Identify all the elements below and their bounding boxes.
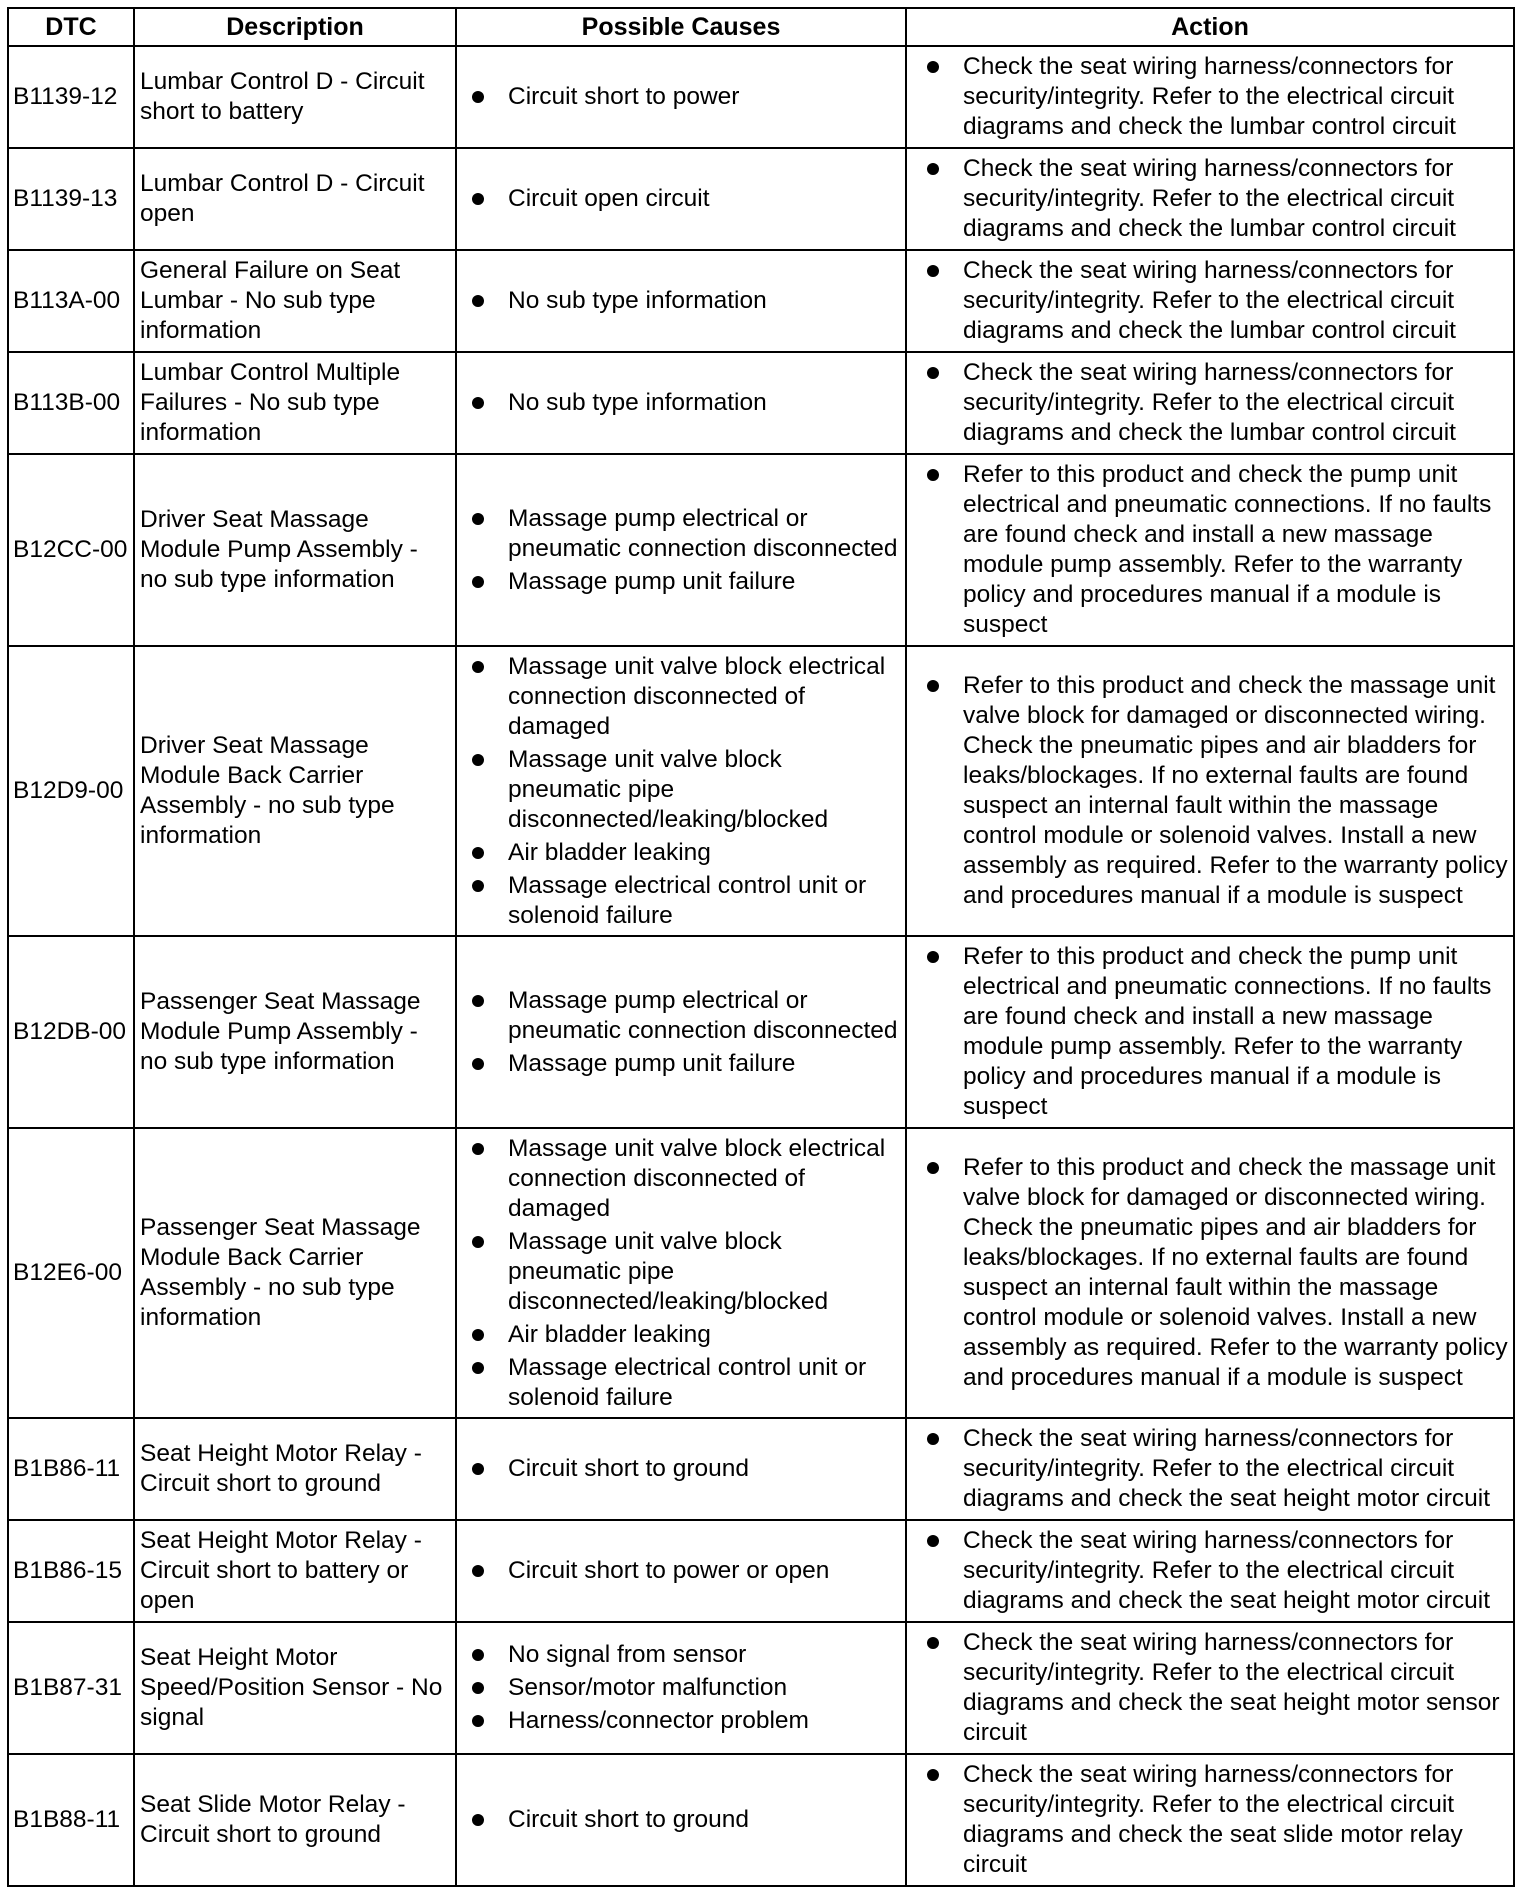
possible-causes-cell xyxy=(456,1520,906,1622)
dtc-code: B1B87-31 xyxy=(8,1622,134,1754)
cause-item: Massage unit valve block pneumatic pipe disconnected/leaking/blocked xyxy=(472,1227,901,1317)
dtc-table xyxy=(7,7,1515,1887)
possible-causes-cell xyxy=(456,250,906,352)
dtc-description: Seat Height Motor Relay - Circuit short to ground xyxy=(134,1418,456,1520)
table-row xyxy=(8,250,1514,352)
action-cell xyxy=(906,936,1514,1128)
action-item: Check the seat wiring harness/connectors for security/integrity. Refer to the electrical circuit diagrams and check the lumbar control circuit xyxy=(927,256,1510,346)
dtc-description: Driver Seat Massage Module Back Carrier Assembly - no sub type information xyxy=(134,646,456,936)
possible-causes-list xyxy=(472,1454,901,1484)
dtc-code: B12E6-00 xyxy=(8,1128,134,1418)
action-list xyxy=(927,1526,1510,1616)
header-dtc: DTC xyxy=(8,8,134,46)
action-list xyxy=(927,154,1510,244)
dtc-code: B1B86-11 xyxy=(8,1418,134,1520)
table-row xyxy=(8,1128,1514,1418)
dtc-code: B1139-12 xyxy=(8,46,134,148)
action-cell xyxy=(906,1128,1514,1418)
table-row xyxy=(8,1520,1514,1622)
header-row xyxy=(8,8,1514,46)
possible-causes-list xyxy=(472,1805,901,1835)
table-row xyxy=(8,148,1514,250)
action-cell xyxy=(906,1754,1514,1886)
action-cell xyxy=(906,352,1514,454)
dtc-description: Passenger Seat Massage Module Pump Assembly - no sub type information xyxy=(134,936,456,1128)
possible-causes-cell xyxy=(456,1128,906,1418)
action-list xyxy=(927,1628,1510,1748)
action-list xyxy=(927,1153,1510,1393)
dtc-description: Driver Seat Massage Module Pump Assembly - no sub type information xyxy=(134,454,456,646)
possible-causes-cell xyxy=(456,46,906,148)
possible-causes-cell xyxy=(456,1622,906,1754)
dtc-description: Lumbar Control Multiple Failures - No sub type information xyxy=(134,352,456,454)
possible-causes-list xyxy=(472,1556,901,1586)
dtc-description: Seat Height Motor Speed/Position Sensor - No signal xyxy=(134,1622,456,1754)
dtc-code: B12D9-00 xyxy=(8,646,134,936)
cause-item: Massage unit valve block electrical connection disconnected of damaged xyxy=(472,1134,901,1224)
action-item: Check the seat wiring harness/connectors for security/integrity. Refer to the electrical circuit diagrams and check the lumbar control circuit xyxy=(927,154,1510,244)
possible-causes-cell xyxy=(456,936,906,1128)
action-item: Refer to this product and check the pump unit electrical and pneumatic connections. If no faults are found check and install a new massage module pump assembly. Refer to the warranty policy and procedures manual if a module is suspect xyxy=(927,460,1510,640)
possible-causes-list xyxy=(472,986,901,1079)
table-row xyxy=(8,1418,1514,1520)
action-cell xyxy=(906,46,1514,148)
header-possible-causes: Possible Causes xyxy=(456,8,906,46)
cause-item: Massage unit valve block electrical connection disconnected of damaged xyxy=(472,652,901,742)
dtc-description: Passenger Seat Massage Module Back Carrier Assembly - no sub type information xyxy=(134,1128,456,1418)
action-item: Check the seat wiring harness/connectors for security/integrity. Refer to the electrical circuit diagrams and check the seat height motor sensor circuit xyxy=(927,1628,1510,1748)
table-row xyxy=(8,46,1514,148)
action-list xyxy=(927,52,1510,142)
action-list xyxy=(927,1760,1510,1880)
table-row xyxy=(8,1754,1514,1886)
action-list xyxy=(927,671,1510,911)
cause-item: Circuit short to power xyxy=(472,82,901,112)
cause-item: No sub type information xyxy=(472,286,901,316)
action-item: Check the seat wiring harness/connectors for security/integrity. Refer to the electrical circuit diagrams and check the lumbar control circuit xyxy=(927,358,1510,448)
possible-causes-list xyxy=(472,652,901,931)
dtc-description: Seat Height Motor Relay - Circuit short to battery or open xyxy=(134,1520,456,1622)
action-list xyxy=(927,1424,1510,1514)
cause-item: Circuit short to ground xyxy=(472,1454,901,1484)
cause-item: Massage pump electrical or pneumatic connection disconnected xyxy=(472,986,901,1046)
table-row xyxy=(8,1622,1514,1754)
cause-item: Massage electrical control unit or solenoid failure xyxy=(472,871,901,931)
possible-causes-cell xyxy=(456,1418,906,1520)
cause-item: Harness/connector problem xyxy=(472,1706,901,1736)
cause-item: Massage unit valve block pneumatic pipe disconnected/leaking/blocked xyxy=(472,745,901,835)
cause-item: Circuit open circuit xyxy=(472,184,901,214)
cause-item: Massage pump unit failure xyxy=(472,1049,901,1079)
cause-item: Massage pump electrical or pneumatic connection disconnected xyxy=(472,504,901,564)
dtc-code: B113A-00 xyxy=(8,250,134,352)
action-item: Check the seat wiring harness/connectors for security/integrity. Refer to the electrical circuit diagrams and check the seat slide motor relay circuit xyxy=(927,1760,1510,1880)
table-row xyxy=(8,936,1514,1128)
possible-causes-list xyxy=(472,388,901,418)
action-list xyxy=(927,460,1510,640)
action-cell xyxy=(906,646,1514,936)
table-row xyxy=(8,454,1514,646)
table-row xyxy=(8,352,1514,454)
action-item: Check the seat wiring harness/connectors for security/integrity. Refer to the electrical circuit diagrams and check the lumbar control circuit xyxy=(927,52,1510,142)
cause-item: Air bladder leaking xyxy=(472,1320,901,1350)
possible-causes-cell xyxy=(456,148,906,250)
dtc-description: Lumbar Control D - Circuit open xyxy=(134,148,456,250)
action-cell xyxy=(906,1622,1514,1754)
possible-causes-cell xyxy=(456,646,906,936)
possible-causes-list xyxy=(472,504,901,597)
dtc-code: B12DB-00 xyxy=(8,936,134,1128)
dtc-description: Seat Slide Motor Relay - Circuit short to ground xyxy=(134,1754,456,1886)
action-list xyxy=(927,942,1510,1122)
dtc-code: B113B-00 xyxy=(8,352,134,454)
table-row xyxy=(8,646,1514,936)
cause-item: Massage electrical control unit or solenoid failure xyxy=(472,1353,901,1413)
possible-causes-cell xyxy=(456,1754,906,1886)
action-cell xyxy=(906,454,1514,646)
possible-causes-list xyxy=(472,1640,901,1736)
possible-causes-list xyxy=(472,184,901,214)
possible-causes-cell xyxy=(456,454,906,646)
action-list xyxy=(927,358,1510,448)
action-cell xyxy=(906,148,1514,250)
action-cell xyxy=(906,1520,1514,1622)
dtc-code: B1139-13 xyxy=(8,148,134,250)
cause-item: Circuit short to power or open xyxy=(472,1556,901,1586)
dtc-code: B1B86-15 xyxy=(8,1520,134,1622)
cause-item: No sub type information xyxy=(472,388,901,418)
cause-item: No signal from sensor xyxy=(472,1640,901,1670)
possible-causes-cell xyxy=(456,352,906,454)
cause-item: Sensor/motor malfunction xyxy=(472,1673,901,1703)
action-item: Check the seat wiring harness/connectors for security/integrity. Refer to the electrical circuit diagrams and check the seat height motor circuit xyxy=(927,1424,1510,1514)
action-list xyxy=(927,256,1510,346)
action-item: Refer to this product and check the massage unit valve block for damaged or disconnected wiring. Check the pneumatic pipes and air bladders for leaks/blockages. If no external faults are found suspect an internal fault within the massage control module or solenoid valves. Install a new assembly as required. Refer to the warranty policy and procedures manual if a module is suspect xyxy=(927,1153,1510,1393)
action-cell xyxy=(906,1418,1514,1520)
cause-item: Massage pump unit failure xyxy=(472,567,901,597)
header-description: Description xyxy=(134,8,456,46)
dtc-description: General Failure on Seat Lumbar - No sub type information xyxy=(134,250,456,352)
cause-item: Air bladder leaking xyxy=(472,838,901,868)
dtc-code: B1B88-11 xyxy=(8,1754,134,1886)
dtc-code: B12CC-00 xyxy=(8,454,134,646)
action-item: Refer to this product and check the massage unit valve block for damaged or disconnected wiring. Check the pneumatic pipes and air bladders for leaks/blockages. If no external faults are found suspect an internal fault within the massage control module or solenoid valves. Install a new assembly as required. Refer to the warranty policy and procedures manual if a module is suspect xyxy=(927,671,1510,911)
action-item: Check the seat wiring harness/connectors for security/integrity. Refer to the electrical circuit diagrams and check the seat height motor circuit xyxy=(927,1526,1510,1616)
action-cell xyxy=(906,250,1514,352)
possible-causes-list xyxy=(472,286,901,316)
possible-causes-list xyxy=(472,82,901,112)
possible-causes-list xyxy=(472,1134,901,1413)
action-item: Refer to this product and check the pump unit electrical and pneumatic connections. If no faults are found check and install a new massage module pump assembly. Refer to the warranty policy and procedures manual if a module is suspect xyxy=(927,942,1510,1122)
header-action: Action xyxy=(906,8,1514,46)
cause-item: Circuit short to ground xyxy=(472,1805,901,1835)
dtc-description: Lumbar Control D - Circuit short to battery xyxy=(134,46,456,148)
